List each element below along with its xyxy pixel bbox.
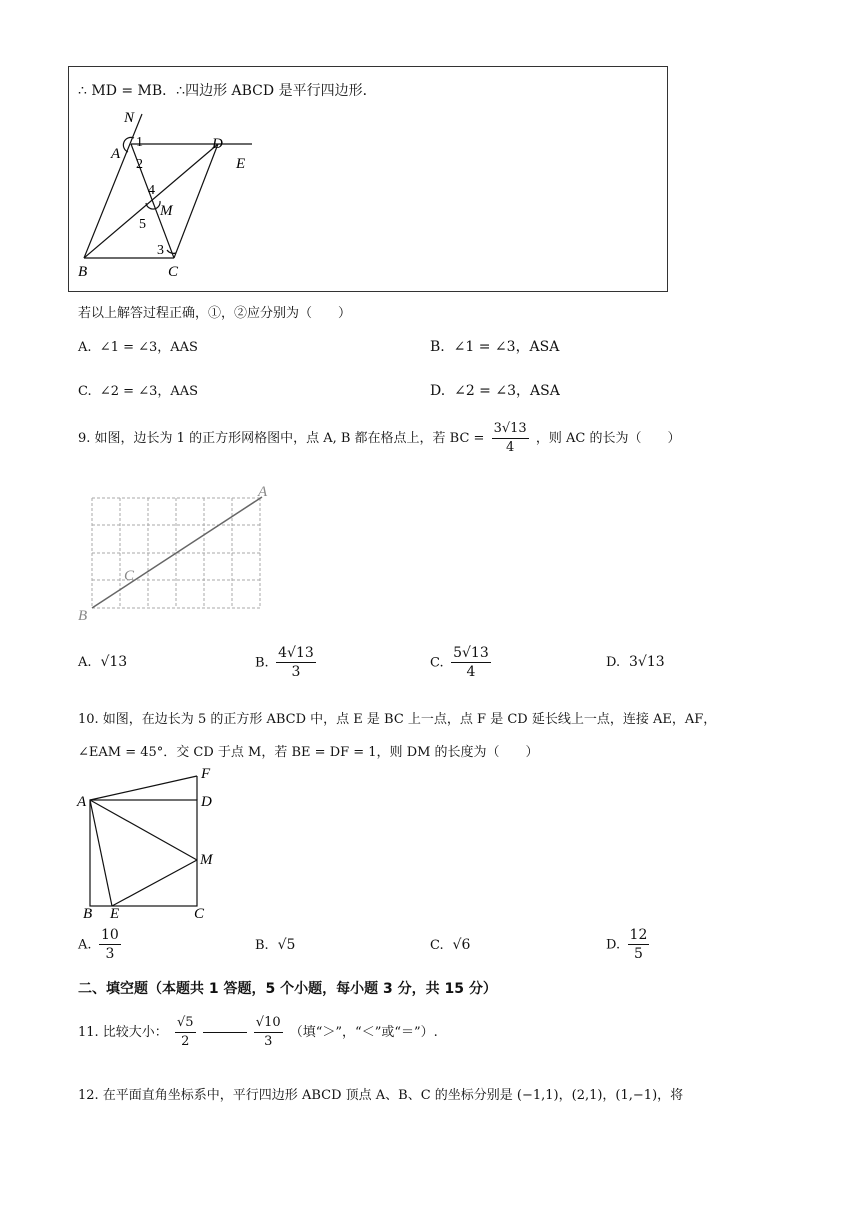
grid-label-B: B bbox=[78, 608, 88, 624]
grid-label-C: C bbox=[124, 568, 135, 584]
q9-option-c: C. $\frac{5√13}{4}$ bbox=[430, 645, 489, 680]
label-N: N bbox=[124, 110, 135, 126]
q10-option-b: B. √5 bbox=[255, 937, 296, 953]
parallelogram-figure bbox=[74, 108, 264, 280]
q11-stem: 11. 比较大小： $\frac{√5}{2}$ $\frac{√10}{3}$ （填“＞”，“＜”或“＝”）. bbox=[78, 1015, 438, 1049]
grid-label-A: A bbox=[258, 484, 268, 500]
label-E: E bbox=[236, 156, 246, 172]
sq-label-D: D bbox=[201, 794, 212, 810]
sq-label-A: A bbox=[77, 794, 87, 810]
sq-label-F: F bbox=[201, 766, 211, 782]
q8-option-c: C. ∠2 = ∠3，AAS bbox=[78, 384, 199, 399]
q9-stem: 9. 如图，边长为 1 的正方形网格图中，点 A, B 都在格点上，若 BC = $\frac{3√13}{4}$ ，则 AC 的长为（ ） bbox=[78, 421, 681, 455]
proof-conclusion: ∴ MD = MB．∴四边形 ABCD 是平行四边形． bbox=[78, 83, 377, 99]
section-title: 二、填空题（本题共 1 答题，5 个小题，每小题 3 分，共 15 分） bbox=[78, 981, 497, 997]
q9-option-d: D. 3√13 bbox=[606, 654, 665, 670]
sq-label-B: B bbox=[83, 906, 93, 922]
q8-option-d: D. ∠2 = ∠3，ASA bbox=[430, 383, 560, 399]
sq-label-M: M bbox=[200, 852, 213, 868]
square-figure bbox=[74, 764, 224, 922]
angle-5: 5 bbox=[139, 217, 146, 232]
angle-4: 4 bbox=[148, 183, 155, 198]
q8-option-b: B. ∠1 = ∠3，ASA bbox=[430, 339, 560, 355]
sq-label-E: E bbox=[110, 906, 120, 922]
q10-line2: ∠EAM = 45°．交 CD 于点 M，若 BE = DF = 1，则 DM 的长度为（ ） bbox=[78, 745, 539, 760]
label-A: A bbox=[111, 146, 121, 162]
q12-stem: 12. 在平面直角坐标系中，平行四边形 ABCD 顶点 A、B、C 的坐标分别是 (−1,1)，(2,1)，(1,−1)，将 bbox=[78, 1088, 684, 1103]
angle-1: 1 bbox=[136, 135, 143, 150]
angle-2: 2 bbox=[136, 157, 143, 172]
label-B: B bbox=[78, 264, 88, 280]
label-M: M bbox=[160, 203, 173, 219]
q8-option-a: A. ∠1 = ∠3，AAS bbox=[78, 340, 198, 355]
q9-option-a: A. √13 bbox=[78, 654, 128, 670]
q10-line1: 10. 如图，在边长为 5 的正方形 ABCD 中，点 E 是 BC 上一点，点 F 是 CD 延长线上一点，连接 AE，AF， bbox=[78, 712, 717, 727]
label-C: C bbox=[168, 264, 179, 280]
grid-figure bbox=[74, 480, 284, 625]
q10-option-c: C. √6 bbox=[430, 937, 471, 953]
q8-stem: 若以上解答过程正确，①，②应分别为（ ） bbox=[78, 306, 352, 321]
sq-label-C: C bbox=[194, 906, 205, 922]
q10-option-a: A. $\frac{10}{3}$ bbox=[78, 927, 119, 962]
q11-answer-blank[interactable] bbox=[203, 1032, 247, 1033]
angle-3: 3 bbox=[157, 243, 164, 258]
q9-bc-fraction: $\frac{3√13}{4}$ bbox=[493, 421, 527, 455]
q9-option-b: B. $\frac{4√13}{3}$ bbox=[255, 645, 314, 680]
q10-option-d: D. $\frac{12}{5}$ bbox=[606, 927, 648, 962]
label-D: D bbox=[212, 136, 223, 152]
